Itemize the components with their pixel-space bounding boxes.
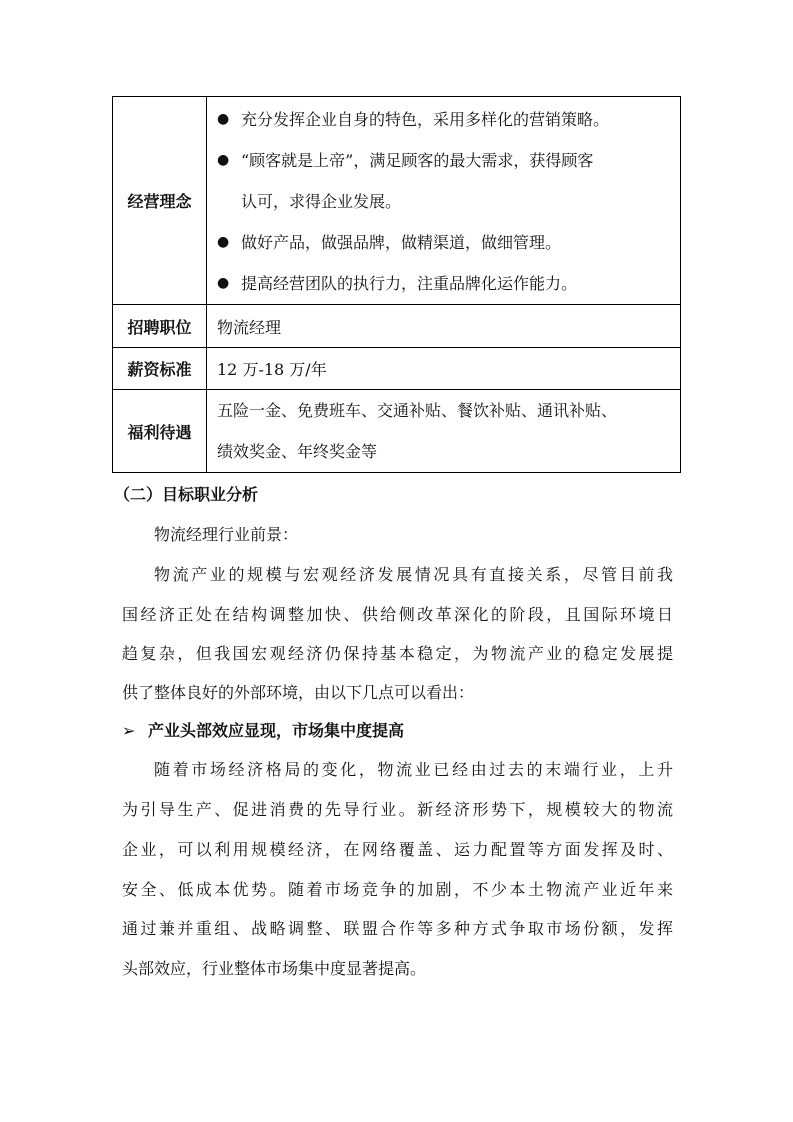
row-label: 薪资标准: [113, 348, 207, 390]
table-row: [113, 97, 681, 305]
list-item: [217, 262, 680, 303]
table-row: [113, 305, 681, 348]
paragraph-line: 供了整体良好的外部环境，由以下几点可以看出：: [122, 683, 475, 702]
paragraph-line: 物流产业的规模与宏观经济发展情况具有直接关系，尽管目前我: [154, 565, 673, 584]
paragraph-line: 安全、低成本优势。随着市场竞争的加剧，不少本土物流产业近年来: [122, 880, 673, 899]
bullet-icon: ●: [217, 233, 230, 250]
subheading: 物流经理行业前景：: [154, 525, 299, 544]
paragraph-line: 趋复杂，但我国宏观经济仍保持基本稳定，为物流产业的稳定发展提: [122, 644, 673, 663]
list-item: [217, 98, 680, 139]
arrow-bullet-icon: ➢: [122, 721, 136, 740]
company-info-table: [112, 96, 681, 473]
bullet-heading: [122, 711, 673, 751]
list-item: [217, 139, 680, 180]
bullet-text: 提高经营团队的执行力，注重品牌化运作能力。: [241, 274, 578, 293]
row-value: 物流经理: [207, 305, 681, 348]
row-label: 福利待遇: [113, 390, 207, 473]
bullet-heading-text: 产业头部效应显现，市场集中度提高: [148, 721, 405, 740]
bullet-icon: ●: [217, 110, 230, 127]
paragraph-line: 通过兼并重组、战略调整、联盟合作等多种方式争取市场份额，发挥: [122, 919, 673, 938]
value-line: 绩效奖金、年终奖金等: [217, 442, 378, 461]
section-heading: （二）目标职业分析: [114, 485, 259, 504]
bullet-icon: ●: [217, 274, 230, 291]
row-label: 经营理念: [113, 97, 207, 305]
value-line: 五险一金、免费班车、交通补贴、餐饮补贴、通讯补贴、: [217, 401, 618, 420]
bullet-text-continued: 认可，求得企业发展。: [241, 192, 402, 211]
table-row: [113, 348, 681, 390]
list-item: [217, 221, 680, 262]
paragraph-line: 国经济正处在结构调整加快、供给侧改革深化的阶段，且国际环境日: [122, 605, 673, 624]
row-value: 12 万-18 万/年: [207, 348, 681, 390]
bullet-icon: ●: [217, 151, 230, 168]
table-row: [113, 390, 681, 473]
bullet-text: “顾客就是上帝”，满足顾客的最大需求，获得顾客: [241, 151, 594, 170]
paragraph-line: 为引导生产、促进消费的先导行业。新经济形势下，规模较大的物流: [122, 800, 673, 819]
row-value: [207, 390, 681, 473]
bullet-text: 做好产品，做强品牌，做精渠道，做细管理。: [241, 233, 562, 252]
bullet-text: 充分发挥企业自身的特色，采用多样化的营销策略。: [241, 110, 610, 129]
paragraph-line: 随着市场经济格局的变化，物流业已经由过去的末端行业，上升: [154, 760, 673, 779]
row-value: [207, 97, 681, 305]
row-label: 招聘职位: [113, 305, 207, 348]
paragraph-line: 头部效应，行业整体市场集中度显著提高。: [122, 959, 427, 978]
paragraph-line: 企业，可以利用规模经济，在网络覆盖、运力配置等方面发挥及时、: [122, 840, 673, 859]
